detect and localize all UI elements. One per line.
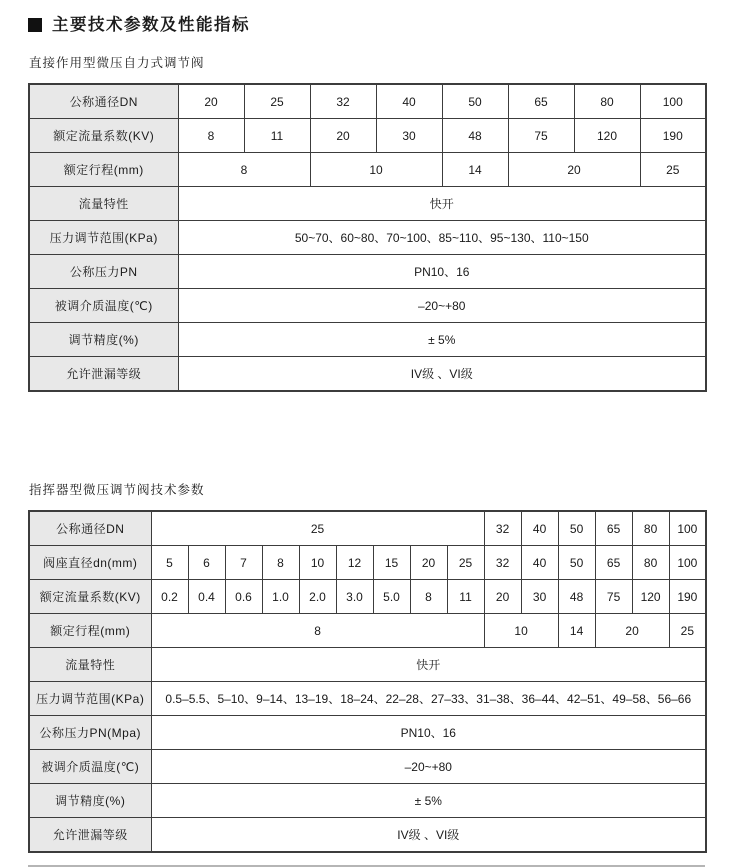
value-cell: 30 — [521, 580, 558, 614]
row-label-cell: 流量特性 — [29, 187, 178, 221]
table-row — [29, 716, 706, 750]
value-cell: 3.0 — [336, 580, 373, 614]
value-cell: 8 — [262, 546, 299, 580]
table-row — [29, 255, 706, 289]
table-row — [29, 187, 706, 221]
row-label-cell: 公称通径DN — [29, 511, 151, 546]
value-cell: IV级 、VI级 — [178, 357, 706, 392]
row-label-cell: 允许泄漏等级 — [29, 818, 151, 853]
table-row — [29, 750, 706, 784]
value-cell: 48 — [442, 119, 508, 153]
page-title: 主要技术参数及性能指标 — [52, 16, 250, 34]
value-cell: 0.2 — [151, 580, 188, 614]
section-marker-icon — [28, 18, 42, 32]
table-row — [29, 546, 706, 580]
value-cell: 50 — [442, 84, 508, 119]
table-row — [29, 153, 706, 187]
value-cell: 100 — [640, 84, 706, 119]
value-cell: 11 — [244, 119, 310, 153]
value-cell: 30 — [376, 119, 442, 153]
row-label-cell: 额定行程(mm) — [29, 153, 178, 187]
table-row — [29, 818, 706, 853]
row-label-cell: 额定行程(mm) — [29, 614, 151, 648]
value-cell: 15 — [373, 546, 410, 580]
value-cell: 80 — [632, 511, 669, 546]
value-cell: 14 — [558, 614, 595, 648]
value-cell: PN10、16 — [178, 255, 706, 289]
value-cell: 190 — [669, 580, 706, 614]
value-cell: 65 — [595, 546, 632, 580]
table-row — [29, 784, 706, 818]
row-label-cell: 流量特性 — [29, 648, 151, 682]
table-row — [29, 357, 706, 392]
value-cell: 0.5–5.5、5–10、9–14、13–19、18–24、22–28、27–33、31–38、36–44、42–51、49–58、56–66 — [151, 682, 706, 716]
value-cell: 12 — [336, 546, 373, 580]
table-row — [29, 614, 706, 648]
value-cell: 80 — [574, 84, 640, 119]
value-cell: 1.0 — [262, 580, 299, 614]
row-label-cell: 额定流量系数(KV) — [29, 580, 151, 614]
value-cell: 8 — [410, 580, 447, 614]
value-cell: 14 — [442, 153, 508, 187]
row-label-cell: 压力调节范围(KPa) — [29, 682, 151, 716]
value-cell: 8 — [178, 153, 310, 187]
value-cell: 8 — [151, 614, 484, 648]
value-cell: 快开 — [178, 187, 706, 221]
value-cell: 5.0 — [373, 580, 410, 614]
value-cell: 8 — [178, 119, 244, 153]
value-cell: 10 — [310, 153, 442, 187]
row-label-cell: 被调介质温度(℃) — [29, 289, 178, 323]
row-label-cell: 允许泄漏等级 — [29, 357, 178, 392]
table-row — [29, 682, 706, 716]
value-cell: 80 — [632, 546, 669, 580]
table-row — [29, 511, 706, 546]
value-cell: 120 — [632, 580, 669, 614]
value-cell: 20 — [310, 119, 376, 153]
value-cell: 75 — [595, 580, 632, 614]
table-row — [29, 323, 706, 357]
value-cell: ± 5% — [151, 784, 706, 818]
row-label-cell: 压力调节范围(KPa) — [29, 221, 178, 255]
table-row — [29, 289, 706, 323]
value-cell: 0.4 — [188, 580, 225, 614]
value-cell: 10 — [484, 614, 558, 648]
value-cell: 65 — [508, 84, 574, 119]
table-row — [29, 221, 706, 255]
value-cell: 100 — [669, 546, 706, 580]
value-cell: 25 — [244, 84, 310, 119]
row-label-cell: 调节精度(%) — [29, 323, 178, 357]
value-cell: 25 — [447, 546, 484, 580]
value-cell: 50 — [558, 511, 595, 546]
row-label-cell: 公称压力PN(Mpa) — [29, 716, 151, 750]
value-cell: 2.0 — [299, 580, 336, 614]
value-cell: 75 — [508, 119, 574, 153]
section-header — [28, 14, 705, 36]
value-cell: 20 — [410, 546, 447, 580]
value-cell: IV级 、VI级 — [151, 818, 706, 853]
table-row — [29, 119, 706, 153]
table-row — [29, 84, 706, 119]
value-cell: 10 — [299, 546, 336, 580]
value-cell: 120 — [574, 119, 640, 153]
value-cell: 50 — [558, 546, 595, 580]
value-cell: –20~+80 — [178, 289, 706, 323]
table-caption: 指挥器型微压调节阀技术参数 — [29, 483, 205, 497]
value-cell: 快开 — [151, 648, 706, 682]
value-cell: 11 — [447, 580, 484, 614]
value-cell: 6 — [188, 546, 225, 580]
value-cell: 0.6 — [225, 580, 262, 614]
value-cell: 65 — [595, 511, 632, 546]
value-cell: 5 — [151, 546, 188, 580]
tables-root — [28, 53, 705, 853]
value-cell: 20 — [178, 84, 244, 119]
value-cell: 25 — [669, 614, 706, 648]
value-cell: 32 — [310, 84, 376, 119]
row-label-cell: 调节精度(%) — [29, 784, 151, 818]
direct-acting-valve-table — [28, 83, 707, 392]
pilot-type-valve-table — [28, 510, 707, 853]
row-label-cell: 阀座直径dn(mm) — [29, 546, 151, 580]
value-cell: 25 — [151, 511, 484, 546]
value-cell: 48 — [558, 580, 595, 614]
value-cell: 20 — [484, 580, 521, 614]
value-cell: ± 5% — [178, 323, 706, 357]
value-cell: 7 — [225, 546, 262, 580]
value-cell: PN10、16 — [151, 716, 706, 750]
value-cell: 25 — [640, 153, 706, 187]
table-row — [29, 648, 706, 682]
row-label-cell: 公称压力PN — [29, 255, 178, 289]
value-cell: 32 — [484, 511, 521, 546]
row-label-cell: 公称通径DN — [29, 84, 178, 119]
table-caption: 直接作用型微压自力式调节阀 — [29, 56, 205, 70]
row-label-cell: 额定流量系数(KV) — [29, 119, 178, 153]
value-cell: 20 — [508, 153, 640, 187]
value-cell: 190 — [640, 119, 706, 153]
table-row — [29, 580, 706, 614]
value-cell: 40 — [376, 84, 442, 119]
value-cell: 32 — [484, 546, 521, 580]
value-cell: 100 — [669, 511, 706, 546]
row-label-cell: 被调介质温度(℃) — [29, 750, 151, 784]
value-cell: 20 — [595, 614, 669, 648]
value-cell: 40 — [521, 546, 558, 580]
value-cell: 50~70、60~80、70~100、85~110、95~130、110~150 — [178, 221, 706, 255]
value-cell: 40 — [521, 511, 558, 546]
value-cell: –20~+80 — [151, 750, 706, 784]
